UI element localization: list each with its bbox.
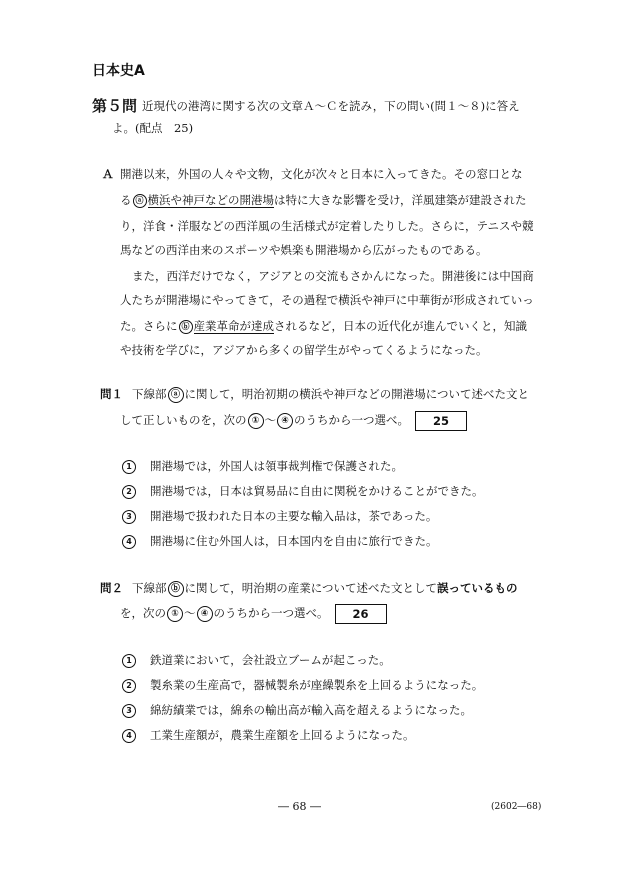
option-text: 製糸業の生産高で，器械製糸が座繰製糸を上回るようになった。 [150, 678, 484, 692]
passage-line [120, 190, 527, 210]
passage-label: Ａ [102, 167, 114, 181]
option-text: 開港場で扱われた日本の主要な輸入品は，茶であった。 [150, 509, 438, 523]
q2-range-end: ④ [197, 606, 213, 622]
q2-stem-text: のうちから一つ選べ。 [213, 606, 329, 620]
option-number: 2 [122, 485, 136, 499]
passage-line: また，西洋だけでなく，アジアとの交流もさかんになった。開港後には中国商 [132, 269, 534, 283]
q1-range-start: ① [248, 413, 264, 429]
q1-stem-text: のうちから一つ選べ。 [294, 413, 409, 427]
q2-option-3[interactable] [122, 700, 472, 720]
option-number: 1 [122, 460, 136, 474]
question-intro-line1: 近現代の港湾に関する次の文章Ａ～Ｃを読み，下の問い(問１～８)に答え [142, 99, 520, 113]
q1-answer-box[interactable]: 25 [415, 411, 467, 431]
passage-line: 開港以来，外国の人々や文物，文化が次々と日本に入ってきた。その窓口とな [120, 167, 523, 181]
q2-label: 問２ [100, 581, 123, 595]
underline-marker-b: ⓑ [179, 320, 193, 334]
question-intro-line2: よ。(配点 25) [112, 121, 194, 135]
passage-line: り，洋食・洋服などの西洋風の生活様式が定着したりした。さらに，テニスや競 [120, 219, 534, 233]
passage-text: されるなど，日本の近代化が進んでいくと，知識 [274, 319, 527, 333]
option-text: 鉄道業において，会社設立ブームが起こった。 [150, 653, 391, 667]
document-code: (2602―68) [491, 802, 542, 812]
option-number: 4 [122, 729, 136, 743]
passage-line [120, 316, 527, 336]
q1-stem-text: に関して，明治初期の横浜や神戸などの開港場について述べた文と [184, 387, 530, 401]
q1-marker: ⓐ [168, 387, 184, 403]
option-text: 工業生産額が，農業生産額を上回るようになった。 [150, 728, 415, 742]
option-text: 綿紡績業では，綿糸の輸出高が輸入高を超えるようになった。 [150, 703, 472, 717]
q2-answer-box[interactable]: 26 [335, 604, 387, 624]
q1-option-2[interactable] [122, 481, 484, 501]
q2-stem-line2 [120, 603, 387, 624]
q1-option-3[interactable] [122, 506, 437, 526]
q2-option-2[interactable] [122, 675, 483, 695]
option-text: 開港場では，外国人は領事裁判権で保護された。 [150, 459, 403, 473]
option-text: 開港場では，日本は貿易品に自由に関税をかけることができた。 [150, 484, 484, 498]
q1-stem-line2 [120, 410, 467, 431]
q1-option-4[interactable] [122, 531, 438, 551]
q2-range-sep: ～ [184, 606, 196, 620]
q2-range-start: ① [167, 606, 183, 622]
passage-text: る [120, 193, 132, 207]
q2-stem-text: を，次の [120, 606, 166, 620]
q2-stem-line1 [132, 578, 518, 598]
q1-option-1[interactable] [122, 456, 403, 476]
underline-marker-a: ⓐ [133, 194, 147, 208]
option-number: 2 [122, 679, 136, 693]
q1-stem-line1 [132, 384, 529, 404]
page-number: ― 68 ― [278, 800, 321, 813]
q2-option-1[interactable] [122, 650, 391, 670]
passage-line: 馬などの西洋由来のスポーツや娯楽も開港場から広がったものである。 [120, 243, 488, 257]
option-number: 4 [122, 535, 136, 549]
q1-label: 問１ [100, 387, 123, 401]
q2-stem-text: 下線部 [132, 581, 167, 595]
option-text: 開港場に住む外国人は，日本国内を自由に旅行できた。 [150, 534, 438, 548]
q1-range-end: ④ [277, 413, 293, 429]
passage-line: 人たちが開港場にやってきて，その過程で横浜や神戸に中華街が形成されていっ [120, 293, 534, 307]
underlined-text-a: 横浜や神戸などの開港場 [147, 193, 274, 207]
passage-text: は特に大きな影響を受け，洋風建築が建設された [274, 193, 527, 207]
option-number: 3 [122, 704, 136, 718]
q2-option-4[interactable] [122, 725, 415, 745]
q2-marker: ⓑ [168, 581, 184, 597]
q1-stem-text: 下線部 [132, 387, 167, 401]
q2-stem-text: に関して，明治期の産業について述べた文として [184, 581, 438, 595]
q1-stem-text: して正しいものを，次の [120, 413, 247, 427]
passage-line: や技術を学びに，アジアから多くの留学生がやってくるようになった。 [120, 343, 488, 357]
passage-text: た。さらに [120, 319, 178, 333]
option-number: 1 [122, 654, 136, 668]
option-number: 3 [122, 510, 136, 524]
question-number: 第５問 [92, 97, 138, 115]
q1-range-sep: ～ [264, 413, 276, 427]
subject-title: 日本史A [92, 63, 145, 79]
underlined-text-b: 産業革命が達成 [193, 319, 274, 333]
q2-emphasis: 誤っているもの [437, 581, 518, 595]
